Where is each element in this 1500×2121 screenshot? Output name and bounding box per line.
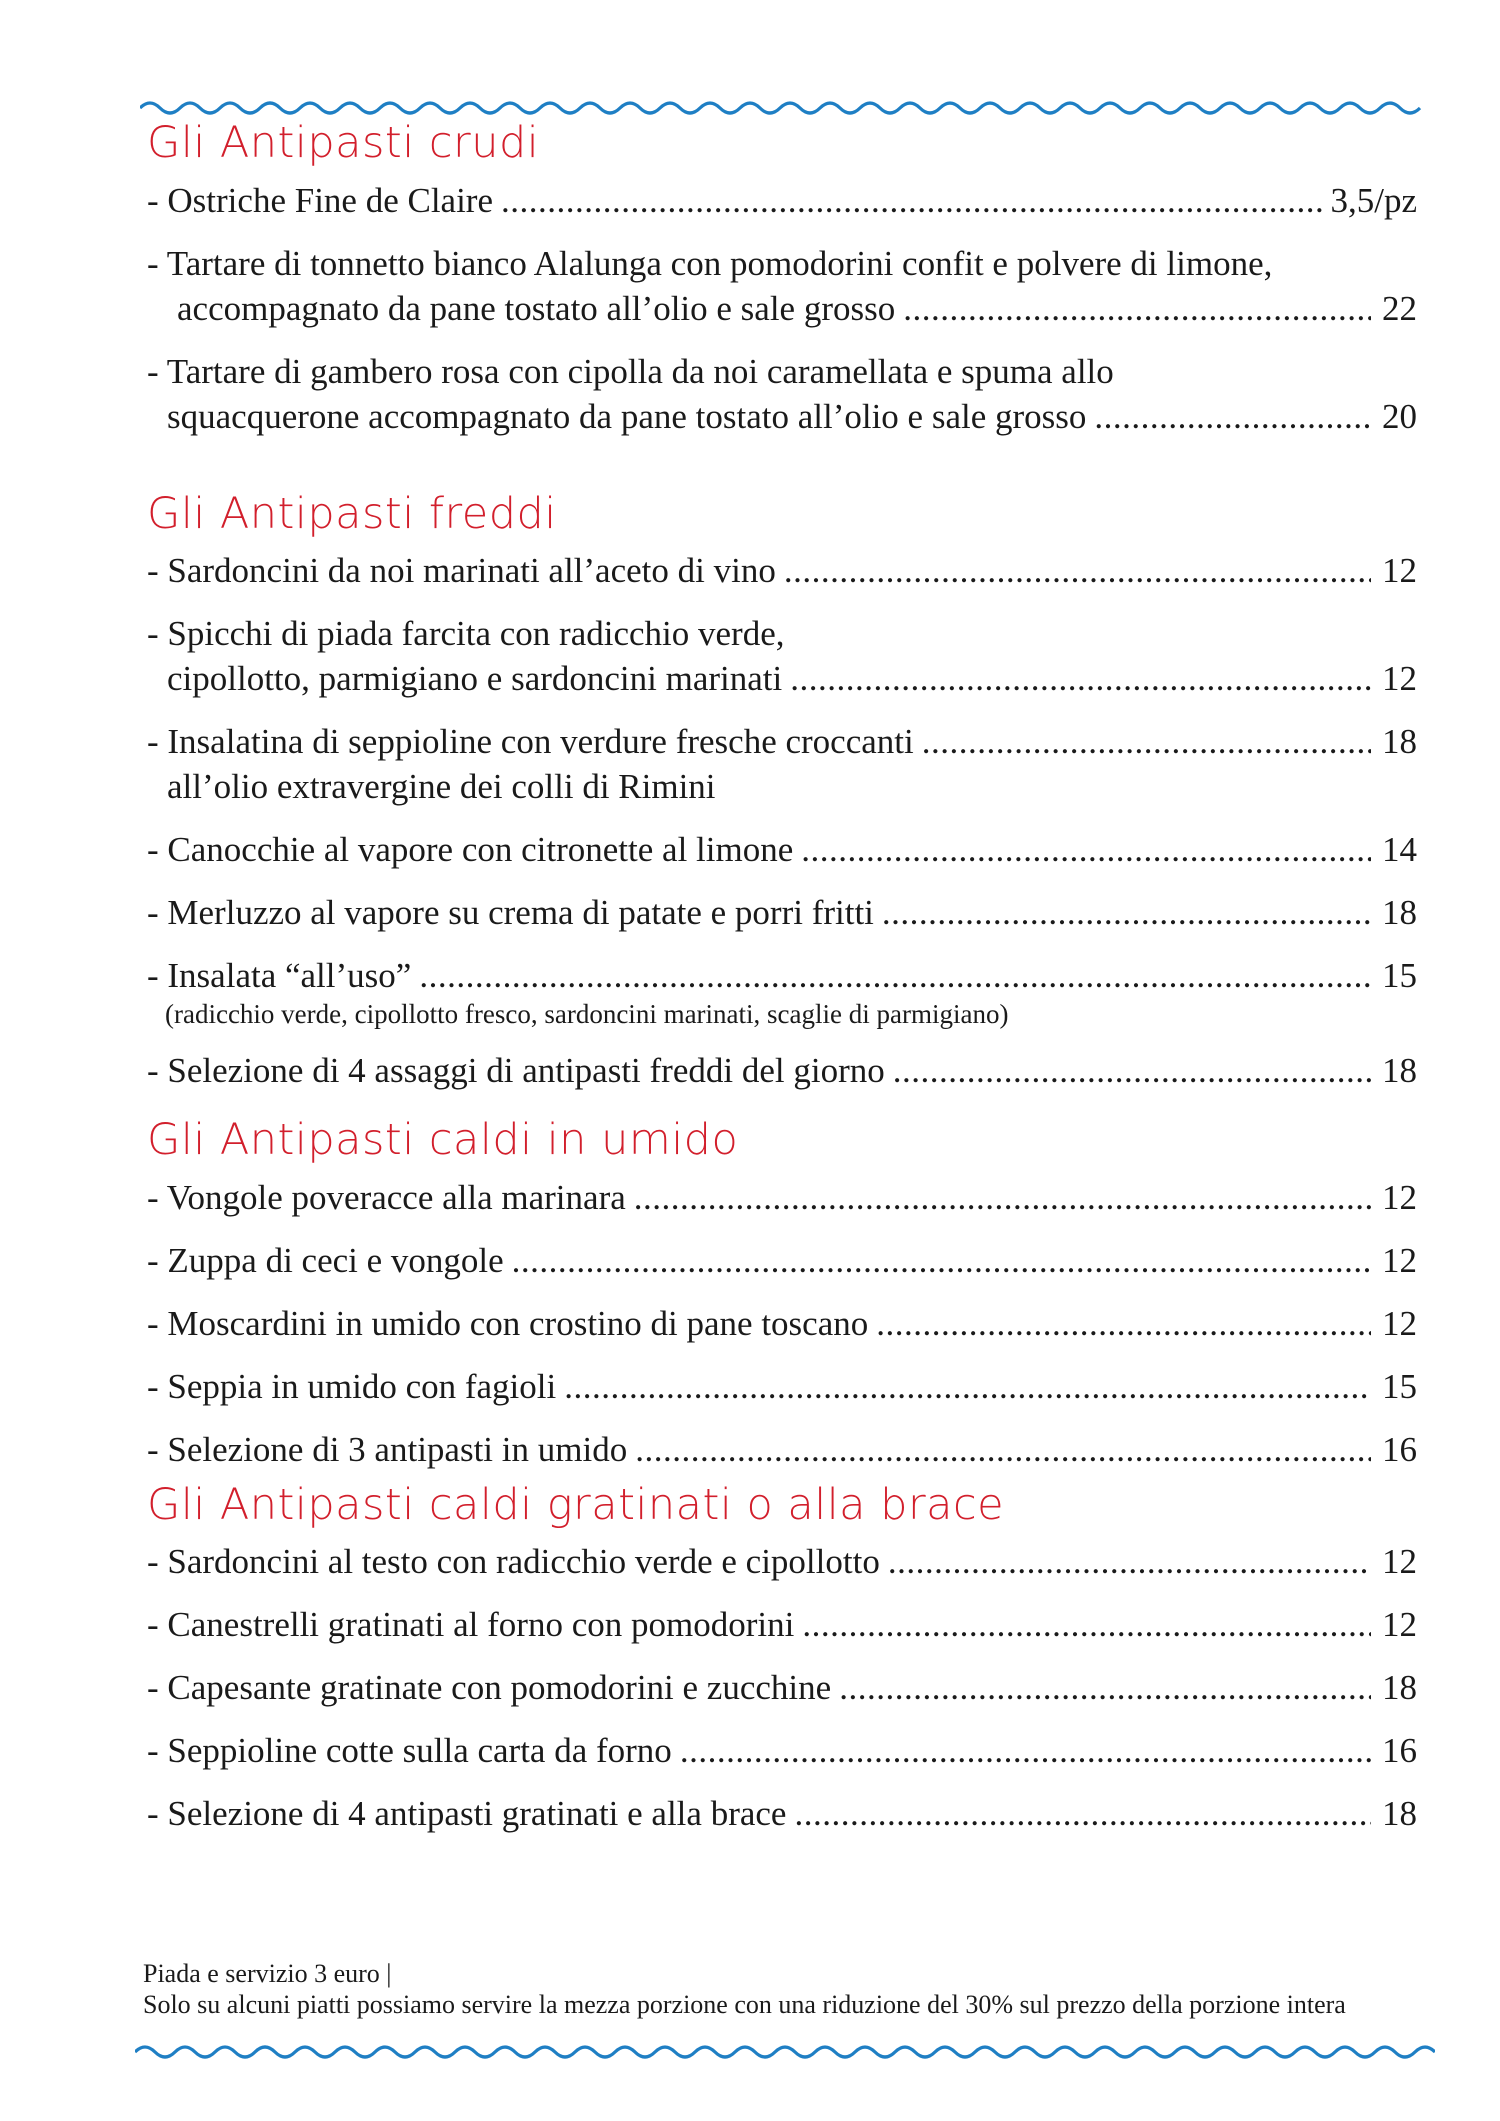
section-title-caldi-gratinati: Gli Antipasti caldi gratinati o alla brace	[147, 1479, 1005, 1530]
item-price: 3,5/pz	[1330, 180, 1417, 220]
item-text: - Spicchi di piada farcita con radicchio verde,	[147, 614, 785, 654]
item-price: 14	[1382, 830, 1417, 870]
item-text: - Sardoncini al testo con radicchio verde e cipollotto	[147, 1542, 880, 1582]
dot-leader	[790, 656, 1371, 701]
item-text: - Insalata “all’uso”	[147, 956, 412, 996]
item-text: - Insalatina di seppioline con verdure fresche croccanti	[147, 722, 914, 762]
item-text: - Vongole poveracce alla marinara	[147, 1177, 626, 1217]
item-text: - Sardoncini da noi marinati all’aceto di vino	[147, 551, 776, 591]
menu-item	[147, 1539, 1417, 1584]
item-text: - Zuppa di ceci e vongole	[147, 1240, 504, 1280]
item-text: - Tartare di gambero rosa con cipolla da noi caramellata e spuma allo	[147, 351, 1114, 391]
footer-line-2: Solo su alcuni piatti possiamo servire la mezza porzione con una riduzione del 30% sul prezzo della porzione intera	[143, 1990, 1346, 2019]
menu-item	[147, 1301, 1417, 1346]
dot-leader	[1094, 394, 1371, 439]
wave-divider-bottom	[135, 2040, 1435, 2064]
menu-item	[147, 1665, 1417, 1710]
menu-item	[147, 953, 1417, 1030]
dot-leader	[794, 1791, 1371, 1836]
item-text: - Selezione di 3 antipasti in umido	[147, 1429, 628, 1469]
item-text: - Ostriche Fine de Claire	[147, 180, 494, 220]
item-price: 22	[1382, 288, 1417, 328]
item-price: 15	[1382, 1366, 1417, 1406]
dot-leader	[893, 1048, 1371, 1093]
menu-item	[147, 178, 1417, 223]
item-price: 18	[1382, 893, 1417, 933]
dot-leader	[922, 719, 1371, 764]
menu-item	[147, 1048, 1417, 1093]
item-price: 20	[1382, 396, 1417, 436]
menu-content	[147, 118, 1417, 1836]
footer-notes	[143, 1958, 1346, 2020]
item-price: 18	[1382, 1051, 1417, 1091]
item-price: 12	[1382, 551, 1417, 591]
item-price: 12	[1382, 1605, 1417, 1645]
dot-leader	[680, 1728, 1371, 1773]
item-text: - Selezione di 4 antipasti gratinati e alla brace	[147, 1794, 787, 1834]
menu-item	[147, 548, 1417, 593]
item-price: 18	[1382, 1668, 1417, 1708]
menu-item	[147, 890, 1417, 935]
menu-item	[147, 1175, 1417, 1220]
item-text: - Selezione di 4 assaggi di antipasti freddi del giorno	[147, 1051, 885, 1091]
item-price: 12	[1382, 1303, 1417, 1343]
menu-item	[147, 241, 1417, 331]
dot-leader	[839, 1665, 1371, 1710]
dot-leader	[876, 1301, 1371, 1346]
menu-item	[147, 1364, 1417, 1409]
item-price: 12	[1382, 1177, 1417, 1217]
dot-leader	[784, 548, 1371, 593]
section-title-freddi: Gli Antipasti freddi	[147, 488, 557, 539]
item-price: 16	[1382, 1429, 1417, 1469]
item-text: accompagnato da pane tostato all’olio e sale grosso	[177, 288, 896, 328]
dot-leader	[888, 1539, 1371, 1584]
item-price: 12	[1382, 1542, 1417, 1582]
menu-item	[147, 1791, 1417, 1836]
item-text: - Canocchie al vapore con citronette al limone	[147, 830, 794, 870]
item-price: 15	[1382, 956, 1417, 996]
item-note: (radicchio verde, cipollotto fresco, sardoncini marinati, scaglie di parmigiano)	[165, 999, 1009, 1030]
item-text: - Moscardini in umido con crostino di pane toscano	[147, 1303, 869, 1343]
menu-item	[147, 1427, 1417, 1472]
item-text: - Tartare di tonnetto bianco Alalunga con pomodorini confit e polvere di limone,	[147, 243, 1273, 283]
item-text: - Merluzzo al vapore su crema di patate e porri fritti	[147, 893, 874, 933]
dot-leader	[419, 953, 1371, 998]
item-price: 18	[1382, 1794, 1417, 1834]
item-text: - Seppia in umido con fagioli	[147, 1366, 557, 1406]
dot-leader	[564, 1364, 1371, 1409]
dot-leader	[635, 1427, 1371, 1472]
menu-item	[147, 1602, 1417, 1647]
menu-item	[147, 611, 1417, 701]
menu-item	[147, 1728, 1417, 1773]
dot-leader	[801, 827, 1371, 872]
dot-leader	[501, 178, 1326, 223]
menu-item	[147, 719, 1417, 809]
item-text: - Capesante gratinate con pomodorini e zucchine	[147, 1668, 832, 1708]
item-text: squacquerone accompagnato da pane tostato all’olio e sale grosso	[167, 396, 1087, 436]
item-price: 16	[1382, 1731, 1417, 1771]
item-text: - Canestrelli gratinati al forno con pomodorini	[147, 1605, 795, 1645]
section-title-crudi: Gli Antipasti crudi	[147, 118, 540, 168]
section-title-caldi-umido: Gli Antipasti caldi in umido	[147, 1115, 739, 1166]
footer-line-1: Piada e servizio 3 euro |	[143, 1959, 392, 1988]
item-text: all’olio extravergine dei colli di Rimini	[167, 767, 716, 807]
dot-leader	[882, 890, 1371, 935]
menu-item	[147, 1238, 1417, 1283]
item-text: - Seppioline cotte sulla carta da forno	[147, 1731, 672, 1771]
item-price: 12	[1382, 1240, 1417, 1280]
dot-leader	[512, 1238, 1371, 1283]
wave-divider-top	[140, 96, 1430, 120]
menu-item	[147, 827, 1417, 872]
menu-item	[147, 349, 1417, 439]
dot-leader	[802, 1602, 1371, 1647]
item-text: cipollotto, parmigiano e sardoncini marinati	[167, 659, 783, 699]
dot-leader	[634, 1175, 1371, 1220]
item-price: 12	[1382, 659, 1417, 699]
item-price: 18	[1382, 722, 1417, 762]
dot-leader	[903, 286, 1371, 331]
